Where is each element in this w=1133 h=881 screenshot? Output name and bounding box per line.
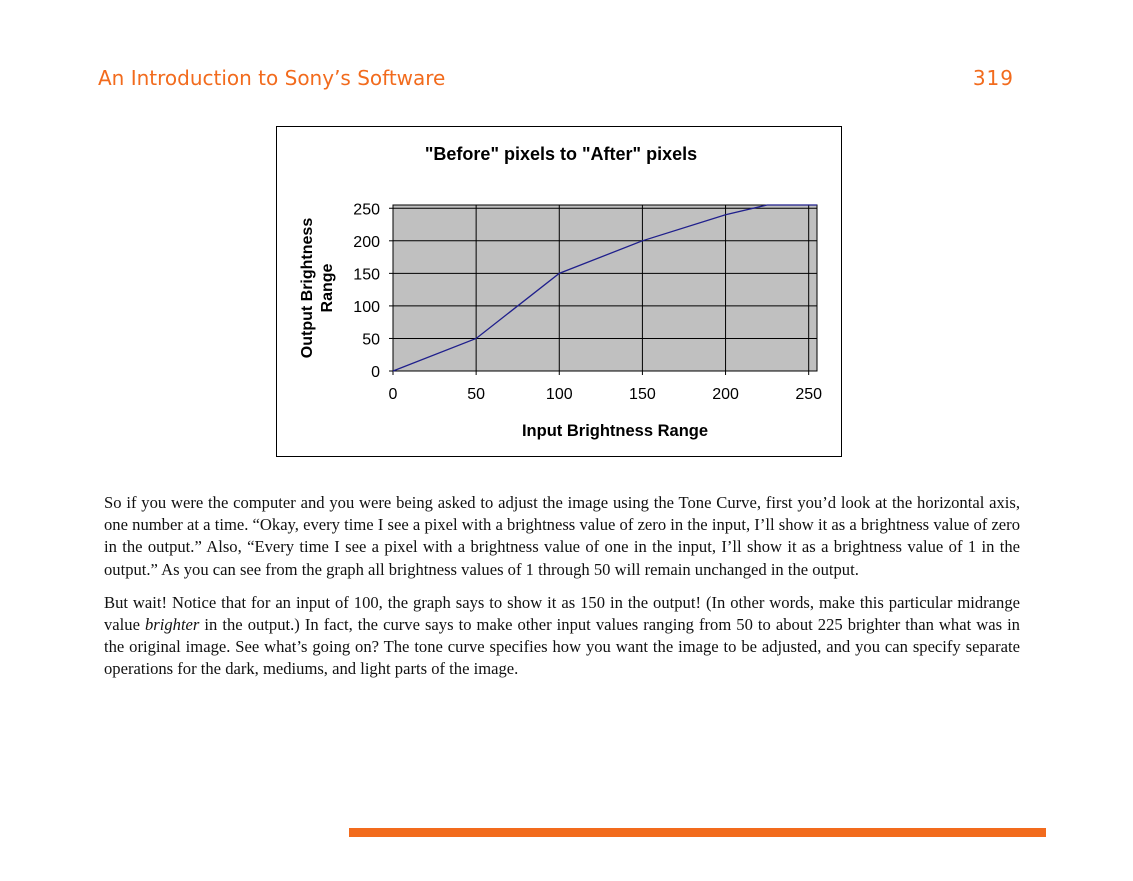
body-text: [104, 492, 1020, 692]
x-tick-label: 200: [712, 386, 739, 403]
y-axis-label-line: Output Brightness: [299, 217, 316, 359]
x-tick-label: 150: [629, 386, 656, 403]
chapter-title: An Introduction to Sony’s Software: [98, 66, 446, 90]
paragraph-text: in the output.) In fact, the curve says to make other input values ranging from 50 to about 225 brighter than what was in the original image. See what’s going on? The tone curve specifies how you want the image to be adjusted, and you can specify separate operations for the dark, mediums, and light parts of the image.: [104, 615, 1020, 679]
y-tick-label: 250: [353, 201, 380, 219]
running-header: [98, 66, 1014, 96]
y-axis-label-line: Range: [319, 263, 336, 313]
y-tick-label: 150: [353, 266, 380, 284]
tone-curve-figure: [276, 126, 842, 457]
chart-title: "Before" pixels to "After" pixels: [424, 144, 698, 164]
footer-accent-bar: [349, 828, 1046, 837]
y-tick-label: 200: [353, 233, 380, 251]
x-tick-label: 0: [388, 386, 398, 403]
emphasis-text: brighter: [144, 615, 200, 635]
y-tick-label: 100: [353, 298, 380, 316]
paragraph-text: So if you were the computer and you were being asked to adjust the image using the Tone Curve, first you’d look at the horizontal axis, one number at a time. “Okay, every time I see a pixel with a brightness value of zero in the input, I’ll show it as a brightness value of zero in the output.” Also, “Every time I see a pixel with a brightness value of one in the input, I’ll show it as a brightness value of 1 in the output.” As you can see from the graph all brightness values of 1 through 50 will remain unchanged in the output.: [104, 493, 1020, 579]
x-tick-label: 250: [795, 386, 823, 403]
y-tick-label: 50: [362, 331, 380, 349]
x-tick-label: 100: [545, 386, 573, 403]
y-axis-label: [299, 218, 336, 359]
tone-curve-chart: [277, 127, 843, 458]
x-tick-label: 50: [467, 386, 486, 403]
x-axis-label: Input Brightness Range: [521, 422, 709, 440]
y-tick-label: 0: [371, 364, 380, 381]
paragraph-text: But wait! Notice that for an input of 100, the graph says to show it as 150 in the output! (In other words, make this particular midrange value: [104, 592, 1020, 635]
body-paragraph: [104, 592, 1020, 681]
body-paragraph: [104, 492, 1020, 581]
page-number: 319: [972, 66, 1014, 90]
